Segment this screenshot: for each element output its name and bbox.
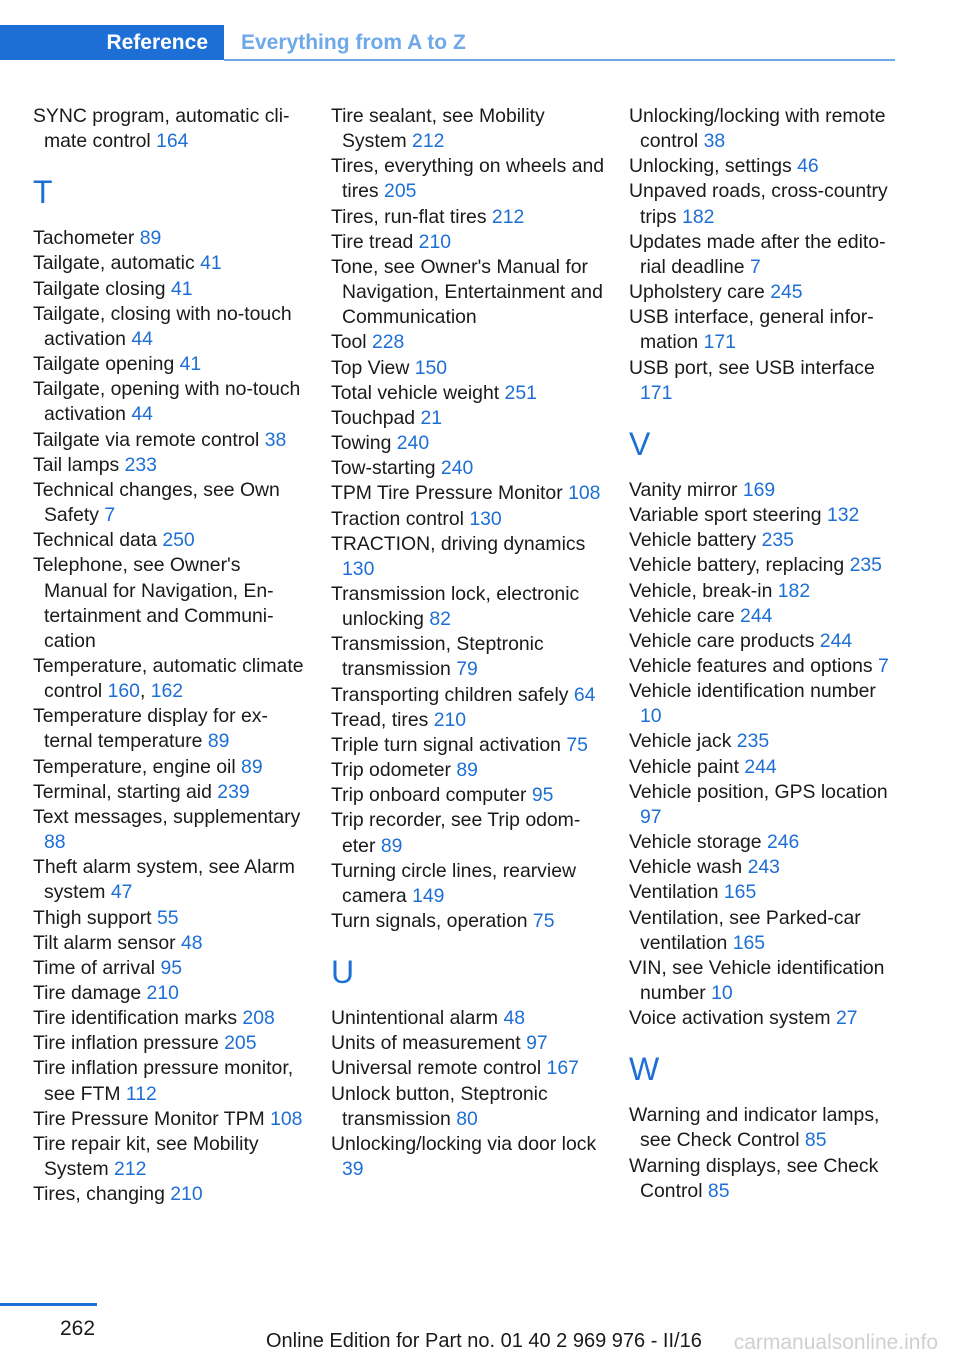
index-entry-term: Telephone, see Owner's Manual for Navigation, Entertainment and Communication	[33, 554, 274, 652]
page-reference-link[interactable]: 210	[170, 1183, 203, 1206]
index-entry-term: Tailgate closing	[33, 277, 166, 300]
index-entry-term: Temperature, automatic climate control	[33, 654, 304, 703]
index-entry	[33, 956, 308, 981]
index-entry	[331, 1031, 606, 1056]
page-reference-link[interactable]: 46	[797, 155, 819, 178]
index-entry	[33, 453, 308, 478]
page-reference-link[interactable]: 212	[114, 1158, 147, 1181]
page-reference-link[interactable]: 210	[146, 982, 179, 1004]
page-reference-link[interactable]: 171	[640, 381, 673, 404]
index-entry-term: Tire identification marks	[33, 1007, 238, 1030]
index-entry	[33, 1056, 308, 1106]
page-reference-link[interactable]: 7	[104, 504, 116, 527]
index-entry-term: Turn signals, operation	[331, 910, 528, 932]
page-reference-link[interactable]: 79	[456, 658, 478, 681]
index-entry-term: TRACTION, driving dynamics	[331, 532, 586, 555]
index-entry	[629, 654, 899, 679]
index-entry-term: Voice activation system	[629, 1007, 831, 1030]
index-entry-term: USB port, see USB interface	[629, 356, 875, 379]
index-letter-heading: V	[629, 425, 651, 462]
index-entry	[33, 553, 308, 654]
index-entry	[33, 478, 308, 528]
index-entry-term: Vehicle, break-in	[629, 579, 773, 602]
index-entry-term: Vehicle battery, replacing	[629, 554, 845, 577]
index-entry	[331, 1132, 606, 1182]
index-entry-term: Turning circle lines, rearview camera	[331, 859, 576, 907]
index-entry-term: Technical changes, see Own Safety	[33, 478, 280, 527]
chapter-header	[0, 0, 895, 62]
index-entry	[331, 330, 606, 355]
index-entry	[629, 579, 899, 604]
index-entry	[331, 507, 606, 532]
index-entry-term: Vehicle battery	[629, 529, 757, 552]
page-reference-link[interactable]: 235	[736, 730, 770, 753]
page-reference-link[interactable]: 39	[342, 1158, 364, 1181]
page-reference-link[interactable]: 149	[412, 884, 445, 907]
page-reference-link[interactable]: 89	[241, 755, 263, 778]
page-reference-link[interactable]: 212	[412, 130, 445, 153]
index-entry	[629, 629, 899, 654]
index-entry-term: Unlocking/locking with remote control	[629, 105, 886, 153]
index-entry	[33, 1031, 308, 1056]
page-reference-link[interactable]: 208	[242, 1007, 275, 1030]
index-entry-term: Tool	[331, 331, 367, 354]
index-entry-term: Top View	[331, 356, 410, 379]
index-entry	[331, 104, 606, 154]
page-reference-link[interactable]: 250	[162, 529, 195, 552]
index-entry-term: Time of arrival	[33, 956, 156, 979]
index-entry	[33, 805, 308, 855]
page-reference-link[interactable]: 165	[723, 881, 757, 904]
page-reference-link[interactable]: 55	[156, 906, 179, 929]
page-reference-link[interactable]: 210	[418, 230, 452, 253]
index-entry-term: Tire damage	[33, 982, 142, 1004]
index-entry-term: Transmission lock, electronic unlocking	[331, 582, 580, 631]
page-reference-link[interactable]: 244	[740, 604, 773, 627]
page-reference-link[interactable]: 245	[770, 281, 803, 304]
index-entry-term: Tread, tires	[331, 708, 429, 731]
page-reference-link[interactable]: 88	[44, 831, 66, 854]
index-entry-term: Tailgate via remote control	[33, 428, 260, 451]
page-reference-link[interactable]: 85	[707, 1179, 730, 1202]
index-letter-heading: T	[33, 174, 53, 211]
index-entry	[331, 582, 606, 632]
index-letter-heading: W	[629, 1051, 660, 1088]
page-reference-link[interactable]: 21	[420, 406, 443, 429]
page-reference-link[interactable]: 130	[469, 507, 502, 530]
index-entry	[331, 632, 606, 682]
index-entry	[33, 428, 308, 453]
index-entry	[629, 729, 899, 754]
index-entry-term: Trip onboard computer	[331, 784, 527, 807]
index-entry-term: Ventilation, see Parked-car ventilation	[629, 906, 861, 954]
page-reference-link[interactable]: 7	[749, 255, 761, 278]
index-entry	[629, 528, 899, 553]
index-entry	[629, 280, 899, 305]
index-entry	[629, 478, 899, 503]
page-reference-link[interactable]: 89	[139, 227, 162, 250]
section-tab[interactable]	[0, 25, 224, 60]
index-entry	[629, 179, 899, 229]
section-label: Reference	[106, 31, 208, 54]
page-reference-link[interactable]: 130	[342, 557, 375, 580]
page-reference-link[interactable]: 95	[160, 956, 183, 979]
index-entry-term: Tire sealant, see Mobility System	[331, 105, 545, 153]
index-entry-term: Vehicle position, GPS location	[629, 780, 888, 803]
index-entry-term: Tailgate opening	[33, 353, 175, 376]
page-reference-link[interactable]: 171	[703, 331, 736, 354]
index-entry-term: Theft alarm system, see Alarm system	[33, 856, 295, 904]
index-entry	[629, 906, 899, 956]
page-reference-link[interactable]: 27	[835, 1007, 858, 1030]
page-reference-link[interactable]: 75	[566, 733, 588, 756]
index-entry-term: Triple turn signal activation	[331, 733, 561, 756]
page-reference-link[interactable]: 80	[456, 1107, 478, 1130]
page-reference-link[interactable]: 165	[732, 931, 766, 954]
watermark: carmanualsonline.info	[733, 1331, 938, 1354]
index-entry	[629, 553, 899, 578]
index-entry-term: Transmission, Steptronic transmission	[331, 633, 544, 681]
index-entry-term: Tone, see Owner's Manual for Navigation, Entertainment and Communication	[331, 255, 603, 329]
index-entry	[629, 356, 899, 406]
index-entry-term: Vehicle paint	[629, 755, 739, 778]
index-entry-term: Towing	[331, 432, 392, 455]
index-entry	[33, 1006, 308, 1031]
page-reference-link[interactable]: 169	[742, 478, 776, 501]
index-entry-term: Variable sport steering	[629, 504, 822, 527]
page-reference-link[interactable]: 7	[878, 654, 889, 677]
index-entry	[331, 1056, 606, 1081]
index-entry	[331, 381, 606, 406]
index-entry-term: Text messages, supplementary	[33, 805, 301, 828]
index-entry	[629, 1103, 899, 1153]
index-entry-term: Units of measurement	[331, 1032, 521, 1055]
page-reference-link[interactable]: 246	[766, 831, 800, 854]
index-entry	[33, 704, 308, 754]
index-entry	[331, 733, 606, 758]
index-entry-term: Tow-starting	[331, 457, 436, 480]
index-entry	[33, 780, 308, 805]
index-entry-term: Unpaved roads, cross-country trips	[629, 180, 888, 228]
index-entry-term: VIN, see Vehicle identification number	[629, 956, 885, 1004]
page-reference-link[interactable]: 240	[396, 432, 430, 455]
index-entry-term: Vehicle care	[629, 604, 735, 627]
index-entry	[331, 481, 606, 506]
index-entry	[629, 154, 899, 179]
page-reference-link[interactable]: 44	[131, 403, 153, 426]
index-entry-term: Tachometer	[33, 227, 135, 250]
page-reference-link[interactable]: 244	[744, 755, 777, 778]
page-reference-link[interactable]: 150	[414, 356, 448, 379]
index-entry	[33, 931, 308, 956]
page-reference-link[interactable]: 48	[180, 931, 203, 954]
page-reference-link[interactable]: 212	[491, 205, 525, 228]
index-entry	[331, 1082, 606, 1132]
index-entry-term: Touchpad	[331, 406, 416, 429]
index-entry-term: Tires, run-flat tires	[331, 205, 487, 228]
index-column-2	[331, 104, 606, 1182]
page-reference-link[interactable]: 41	[200, 252, 222, 275]
index-entry	[331, 859, 606, 909]
index-entry-term: Upholstery care	[629, 281, 765, 304]
index-entry	[331, 758, 606, 783]
index-entry-term: Trip recorder, see Trip odometer	[331, 809, 581, 857]
page-reference-link[interactable]: 112	[125, 1082, 157, 1105]
index-entry-term: SYNC program, automatic climate control	[33, 105, 290, 153]
page-reference-link[interactable]: 47	[110, 881, 133, 904]
index-entry-term: Transporting children safely	[331, 683, 569, 706]
page-reference-link[interactable]: 235	[761, 529, 794, 552]
page-reference-link[interactable]: 10	[711, 982, 733, 1004]
index-entry	[331, 783, 606, 808]
page-reference-link[interactable]: 82	[429, 608, 451, 631]
page-reference-link[interactable]: 97	[640, 805, 662, 828]
index-entry	[331, 683, 606, 708]
page-reference-link[interactable]: 182	[777, 579, 811, 602]
index-entry-term: Tire inflation pressure monitor, see FTM	[33, 1057, 294, 1105]
index-entry-term: Tailgate, automatic	[33, 252, 195, 275]
page-reference-link[interactable]: 108	[568, 482, 601, 505]
index-entry	[33, 906, 308, 931]
index-entry	[629, 604, 899, 629]
page-reference-link[interactable]: 182	[682, 205, 715, 228]
index-entry-term: Warning and indicator lamps, see Check Control	[629, 1104, 880, 1152]
index-entry	[33, 302, 308, 352]
page-reference-link[interactable]: 239	[217, 780, 250, 803]
header-rule	[224, 59, 895, 61]
index-entry	[331, 708, 606, 733]
page-reference-link[interactable]: 205	[224, 1032, 257, 1055]
index-entry-term: Tire repair kit, see Mobility System	[33, 1132, 259, 1181]
index-entry	[33, 377, 308, 427]
index-entry	[331, 205, 606, 230]
index-entry	[629, 855, 899, 880]
footer-rule	[0, 1303, 97, 1306]
index-entry	[33, 1182, 308, 1207]
index-column-3	[629, 104, 899, 1204]
page-reference-link[interactable]: 64	[573, 683, 596, 706]
index-entry-term: Universal remote control	[331, 1057, 542, 1080]
index-entry-term: Unlock button, Steptronic transmission	[331, 1082, 548, 1130]
index-entry-term: TPM Tire Pressure Monitor	[331, 482, 563, 505]
page-reference-link[interactable]: 108	[270, 1107, 303, 1130]
index-entry	[629, 503, 899, 528]
index-entry	[33, 277, 308, 302]
index-entry	[629, 780, 899, 830]
index-entry-term: Tailgate, closing with no-touch activation	[33, 302, 292, 350]
index-entry	[629, 104, 899, 154]
edition-note: Online Edition for Part no. 01 40 2 969 976 - II/16	[266, 1330, 702, 1352]
index-entry-term: Unlocking, settings	[629, 155, 792, 178]
index-entry-term: Unlocking/locking via door lock	[331, 1132, 597, 1155]
index-entry-term: Tilt alarm sensor	[33, 931, 176, 954]
index-entry-term: Vehicle features and options	[629, 654, 873, 677]
index-entry	[331, 356, 606, 381]
page-reference-link[interactable]: 244	[819, 629, 853, 652]
index-entry-term: Thigh support	[33, 906, 152, 929]
index-entry	[33, 855, 308, 905]
page-reference-link[interactable]: 235	[849, 554, 882, 577]
index-entry	[33, 1132, 308, 1182]
page-reference-link[interactable]: 75	[532, 910, 555, 932]
page-reference-link[interactable]: 89	[207, 730, 230, 753]
page-reference-link[interactable]: 228	[371, 331, 405, 354]
index-entry-term: Warning displays, see Check Control	[629, 1154, 879, 1202]
page-reference-link[interactable]: 160	[107, 680, 140, 703]
index-entry-term: Tires, everything on wheels and tires	[331, 155, 605, 203]
index-entry	[629, 755, 899, 780]
index-entry	[33, 104, 308, 154]
index-entry-term: Tire Pressure Monitor TPM	[33, 1107, 265, 1130]
index-entry-term: Vehicle care products	[629, 629, 815, 652]
page-reference-link[interactable]: 85	[804, 1129, 827, 1152]
index-entry-term: Total vehicle weight	[331, 381, 500, 404]
page-reference-link[interactable]: 41	[179, 353, 202, 376]
page-reference-link[interactable]: 240	[440, 457, 474, 480]
page-reference-link[interactable]: 10	[640, 705, 662, 728]
index-entry	[629, 830, 899, 855]
index-entry	[331, 1006, 606, 1031]
index-entry-term: Vehicle storage	[629, 831, 762, 854]
index-entry	[33, 251, 308, 276]
index-entry-term: Vanity mirror	[629, 478, 738, 501]
index-entry	[629, 679, 899, 729]
index-entry-term: Tire inflation pressure	[33, 1032, 219, 1055]
page-reference-link[interactable]: 243	[747, 856, 780, 879]
index-letter-heading: U	[331, 954, 355, 991]
index-entry	[331, 255, 606, 330]
page-reference-link[interactable]: 164	[156, 130, 189, 153]
page-reference-link[interactable]: 95	[531, 784, 554, 807]
index-entry-term: Temperature, engine oil	[33, 755, 236, 778]
index-entry: Temperature, automatic climate control 160, 162	[33, 654, 304, 703]
index-entry	[331, 154, 606, 204]
index-entry	[629, 956, 899, 1006]
page-reference-link[interactable]: 97	[526, 1032, 548, 1055]
page-reference-link[interactable]: 41	[170, 277, 193, 300]
index-entry-term: Vehicle jack	[629, 730, 732, 753]
index-entry-term: Tire tread	[331, 230, 414, 253]
index-entry	[629, 1154, 899, 1204]
index-entry	[331, 909, 606, 934]
index-entry	[629, 880, 899, 905]
page-reference-link[interactable]: 44	[131, 327, 153, 350]
index-entry	[629, 230, 899, 280]
page-reference-link[interactable]: 233	[124, 453, 157, 476]
page-reference-link[interactable]: 89	[456, 759, 478, 782]
index-entry-term: Tailgate, opening with no-touch activation	[33, 378, 301, 426]
index-entry-term: Technical data	[33, 529, 157, 552]
index-entry-term: Vehicle identification number	[629, 680, 876, 703]
page-reference-link[interactable]: 251	[504, 381, 537, 404]
index-entry-term: Vehicle wash	[629, 856, 743, 879]
page-reference-link[interactable]: 205	[384, 180, 417, 203]
index-entry	[331, 406, 606, 431]
index-column-1	[33, 104, 308, 1207]
index-entry-term: Temperature display for external temperature	[33, 705, 268, 753]
page-reference-link[interactable]: 48	[503, 1007, 526, 1030]
index-entry	[331, 431, 606, 456]
index-entry	[33, 981, 308, 1006]
index-entry	[331, 456, 606, 481]
page-reference-link[interactable]: 38	[703, 130, 726, 153]
index-entry-term: USB interface, general information	[629, 306, 874, 354]
index-entry-term: Updates made after the editorial deadline	[629, 230, 886, 278]
index-entry	[33, 352, 308, 377]
page-reference-link[interactable]: 38	[264, 428, 287, 451]
index-entry-term: Unintentional alarm	[331, 1007, 499, 1030]
index-entry	[331, 808, 606, 858]
page-reference-link[interactable]: 167	[546, 1057, 579, 1080]
page-reference-link[interactable]: 162	[150, 680, 184, 703]
index-entry	[629, 1006, 899, 1031]
index-entry-term: Traction control	[331, 507, 464, 530]
subsection-tab[interactable]: Everything from A to Z	[241, 31, 466, 54]
page-reference-link[interactable]: 89	[380, 834, 403, 857]
page-reference-link[interactable]: 132	[826, 504, 860, 527]
index-entry	[331, 230, 606, 255]
index-entry-term: Trip odometer	[331, 759, 451, 782]
index-entry	[33, 755, 308, 780]
index-entry	[33, 1107, 308, 1132]
index-entry-term: Terminal, starting aid	[33, 780, 212, 803]
index-entry	[33, 528, 308, 553]
index-entry-term: Ventilation	[629, 881, 719, 904]
index-entry	[629, 305, 899, 355]
page-reference-link[interactable]: 210	[433, 708, 467, 731]
page-number: 262	[60, 1317, 96, 1340]
index-entry-term: Tail lamps	[33, 453, 120, 476]
index-entry-term: Tires, changing	[33, 1183, 165, 1206]
index-entry	[331, 532, 606, 582]
index-entry	[33, 226, 308, 251]
